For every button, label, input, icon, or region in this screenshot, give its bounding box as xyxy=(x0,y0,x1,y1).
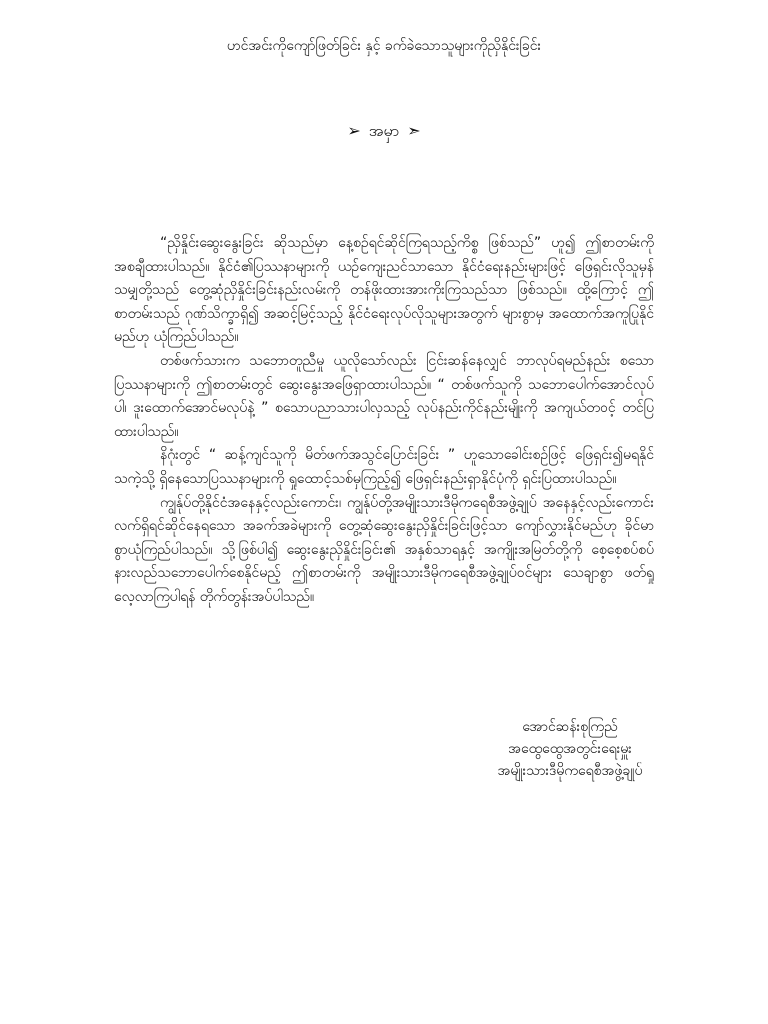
paragraph-4: ကျွန်ုပ်တို့နိုင်ငံအနေနှင့်လည်းကောင်း၊ ကျွန်ုပ်တို့အမျိုးသားဒီမိုကရေစီအဖွဲ့ချုပ် အနေနှင့်လည်းကောင်း လက်ရှိရင်ဆိုင်နေရသော အခက်အခဲများကို တွေ့ဆုံဆွေးနွေးညှိနှိုင်းခြင်းဖြင့်သာ ကျော်လွှားနိုင်မည်ဟု ခိုင်မာစွာယုံကြည်ပါသည်။ သို့ဖြစ်ပါ၍ ဆွေးနွေးညှိနှိုင်းခြင်း၏ အနှစ်သာရနှင့် အကျိုးအမြတ်တို့ကို စေ့စေ့စပ်စပ် နားလည်သဘောပေါက်စေနိုင်မည့် ဤစာတမ်းကို အမျိုးသားဒီမိုကရေစီအဖွဲ့ချုပ်ဝင်များ သေချာစွာ ဖတ်ရှုလေ့လာကြပါရန် တိုက်တွန်းအပ်ပါသည်။ xyxy=(114,494,654,605)
paragraph-3: နိဂုံးတွင် “ ဆန့်ကျင်သူကို မိတ်ဖက်အသွင်ပြောင်းခြင်း ” ဟူသောခေါင်းစဉ်ဖြင့် ဖြေရှင်း၍မရနိုင်သကဲ့သို့ ရှိနေသောပြဿနာများကို ရှုထောင့်သစ်မှကြည့်၍ ဖြေရှင်းနည်းရှာနိုင်ပုံကို ရှင်းပြထားပါသည်။ xyxy=(114,447,654,487)
signatory-name: အောင်ဆန်းစုကြည် xyxy=(522,719,618,735)
paragraph-1: “ညှိနှိုင်းဆွေးနွေးခြင်း ဆိုသည်မှာ နေ့စဉ်ရင်ဆိုင်ကြရသည့်ကိစ္စ ဖြစ်သည်” ဟူ၍ ဤစာတမ်းကို အစချီထားပါသည်။ နိုင်ငံ၏ပြဿနာများကို ယဉ်ကျေးညင်သာသော နိုင်ငံရေးနည်းများဖြင့် ဖြေရှင်းလိုသူမှန်သမျှတို့သည် တွေ့ဆုံညှိနှိုင်းခြင်းနည်းလမ်းကို တန်ဖိုးထားအားကိုးကြသည်သာ ဖြစ်သည်။ ထို့ကြောင့် ဤစာတမ်းသည် ဂုဏ်သိက္ခာရှိ၍ အဆင့်မြင့်သည့် နိုင်ငံရေးလုပ်လိုသူများအတွက် များစွာမှ အထောက်အကူပြုနိုင်မည်ဟု ယုံကြည်ပါသည်။ xyxy=(114,235,654,346)
running-header: ဟင်အင်းကိုကျော်ဖြတ်ခြင်း နှင့် ခက်ခဲသောသူများကိုညှိနိုင်းခြင်း xyxy=(226,38,542,54)
arrow-left-icon: ➣ xyxy=(407,121,421,140)
section-title xyxy=(0,120,768,142)
signature-block xyxy=(440,716,700,782)
arrow-right-icon: ➢ xyxy=(347,121,361,140)
paragraph-2: တစ်ဖက်သားက သဘောတူညီမှု ယူလိုသော်လည်း ငြင်းဆန်နေလျှင် ဘာလုပ်ရမည်နည်း စသောပြဿနာများကို ဤစာတမ်းတွင် ဆွေးနွေးအဖြေရှာထားပါသည်။ “ တစ်ဖက်သူကို သဘောပေါက်အောင်လုပ်ပါ၊ ဒူးထောက်အောင်မလုပ်နဲ့ ” စသောပညာသားပါလှသည့် လုပ်နည်းကိုင်နည်းမျိုးကို အကျယ်တဝင့် တင်ပြထားပါသည်။ xyxy=(114,352,654,440)
section-title-text: အမှာ xyxy=(368,121,400,140)
signatory-organization: အမျိုးသားဒီမိုကရေစီအဖွဲ့ချုပ် xyxy=(497,763,643,779)
signatory-title: အထွေထွေအတွင်းရေးမှူး xyxy=(508,741,632,757)
foreword-body xyxy=(114,232,654,610)
